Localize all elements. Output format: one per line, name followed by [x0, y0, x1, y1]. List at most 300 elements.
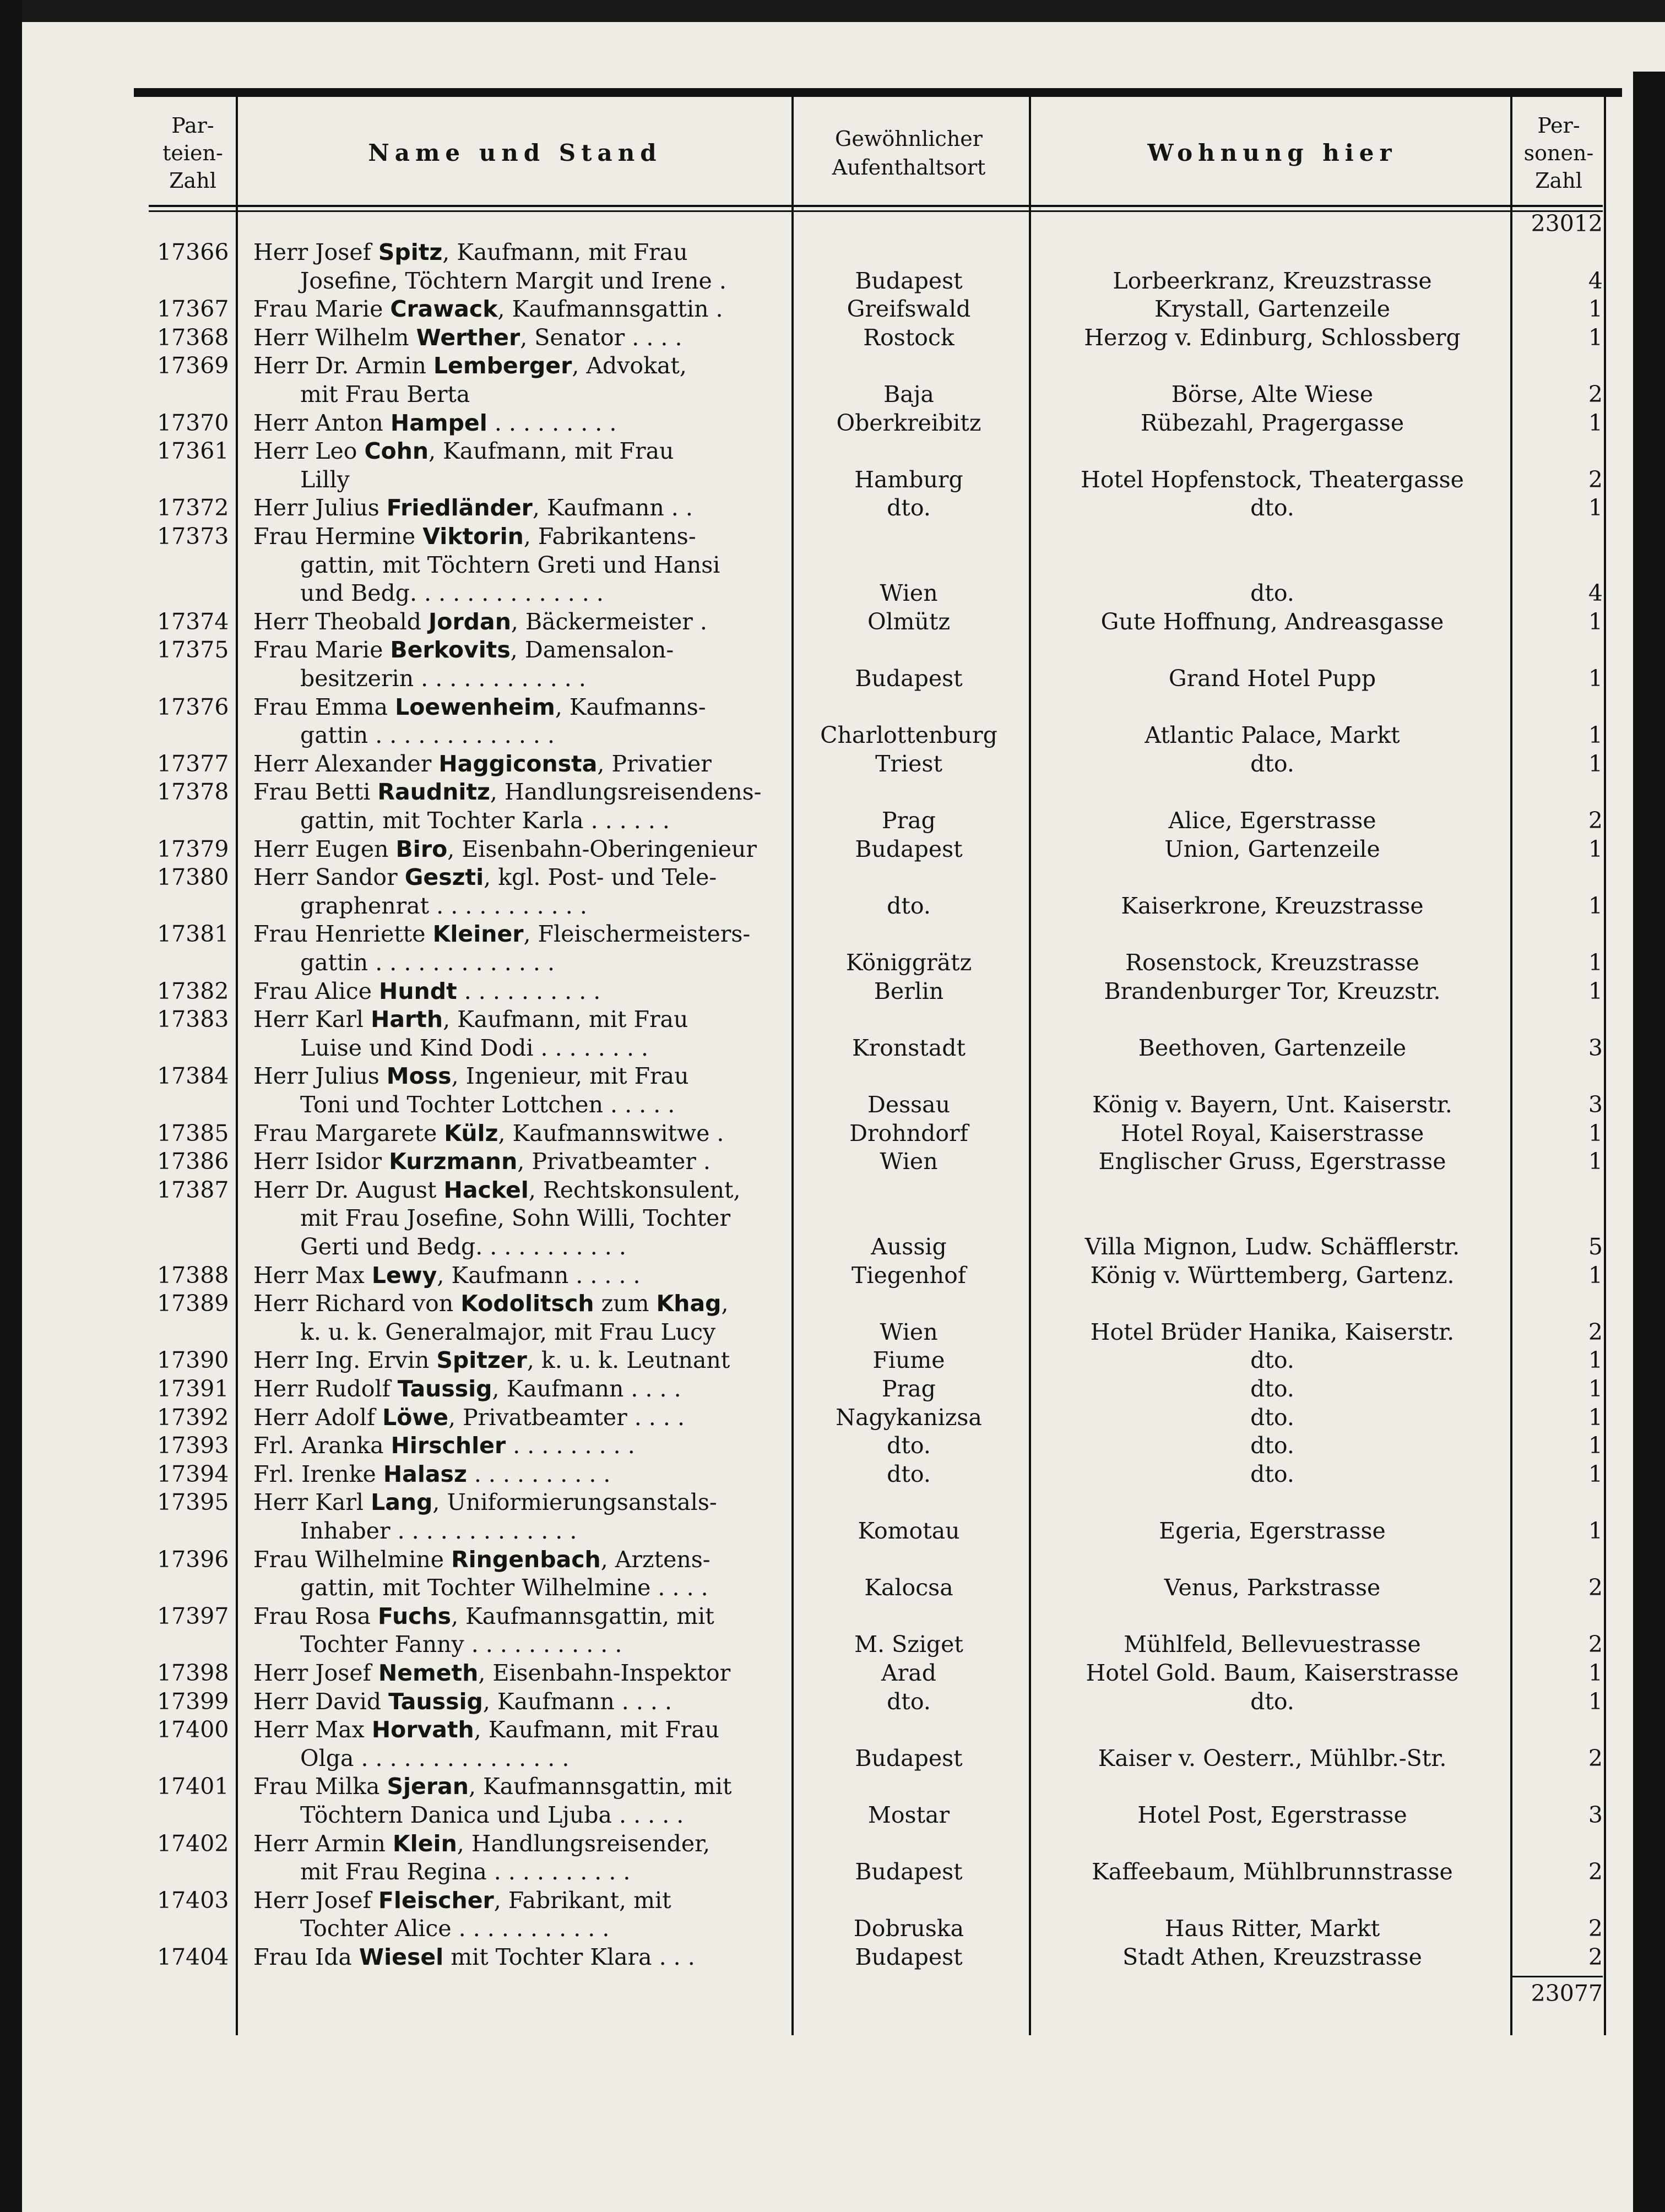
entry-number: 17397 [157, 1602, 229, 1629]
name-text: Herr Julius [253, 494, 387, 521]
name-text: , Kaufmannsgattin, mit [451, 1602, 714, 1629]
name-text: mit Frau Berta [300, 381, 470, 407]
entry-name-line [253, 579, 604, 607]
entry-name-line [253, 437, 674, 465]
entry-count: 1 [1588, 1404, 1603, 1431]
entry-count: 2 [1588, 466, 1603, 493]
entry-number: 17393 [157, 1432, 229, 1459]
entry-lodging: Englischer Gruss, Egerstrasse [1098, 1148, 1446, 1175]
name-text: , Eisenbahn-Oberingenieur [447, 835, 757, 862]
surname: Lewy [371, 1262, 437, 1289]
entry-name-line [253, 1147, 711, 1176]
entry-count: 2 [1588, 807, 1603, 834]
name-text: Frau Emma [253, 693, 395, 720]
name-text: , Kaufmann . . . . [492, 1376, 681, 1402]
entry-lodging: Alice, Egerstrasse [1168, 807, 1376, 834]
entry-number: 17386 [157, 1148, 229, 1175]
name-text: Herr Sandor [253, 864, 405, 891]
entry-number: 17402 [157, 1830, 229, 1857]
surname: Moss [386, 1063, 452, 1090]
name-text: , Damensalon- [510, 637, 674, 664]
entry-lodging: Stadt Athen, Kreuzstrasse [1122, 1944, 1422, 1970]
surname: Berkovits [390, 637, 511, 664]
name-text: , Privatbeamter . . . . [448, 1404, 685, 1431]
entry-count: 1 [1588, 1148, 1603, 1175]
entry-count: 2 [1588, 1858, 1603, 1885]
entry-name-line [253, 1176, 741, 1204]
name-text: k. u. k. Generalmajor, mit Frau Lucy [300, 1318, 716, 1345]
entry-count: 1 [1588, 1262, 1603, 1289]
entry-number: 17373 [157, 523, 229, 550]
name-text: Frl. Aranka [253, 1432, 391, 1459]
surname: Külz [444, 1119, 498, 1146]
entry-number: 17376 [157, 693, 229, 720]
entry-origin: Drohndorf [849, 1119, 968, 1146]
entry-lodging: Rosenstock, Kreuzstrasse [1125, 949, 1419, 976]
surname: Horvath [371, 1716, 474, 1743]
entry-number: 17404 [157, 1944, 229, 1970]
entry-name-line [253, 1261, 641, 1290]
entry-name-line [253, 892, 587, 920]
name-text: Inhaber . . . . . . . . . . . . . [300, 1518, 577, 1544]
surname: Fuchs [378, 1602, 452, 1629]
entry-lodging: Herzog v. Edinburg, Schlossberg [1084, 324, 1461, 351]
entry-origin: Dobruska [853, 1915, 964, 1942]
entry-origin: Budapest [855, 665, 963, 692]
entry-count: 1 [1588, 324, 1603, 351]
entry-name-line [253, 1488, 717, 1517]
entry-count: 2 [1588, 1944, 1603, 1970]
entry-name-line [253, 835, 757, 863]
name-text: gattin, mit Tochter Wilhelmine . . . . [300, 1574, 708, 1601]
entry-name-line [253, 1517, 577, 1545]
entry-name-line [253, 948, 555, 977]
entry-count: 3 [1588, 1091, 1603, 1118]
total-rule [1512, 1976, 1603, 1977]
name-text: Herr Dr. Armin [253, 352, 433, 379]
entry-origin: dto. [887, 1688, 931, 1715]
entry-number: 17388 [157, 1262, 229, 1289]
entry-origin: dto. [887, 494, 931, 521]
entry-name-line [253, 693, 706, 721]
entry-name-line [253, 409, 616, 437]
name-text: Gerti und Bedg. . . . . . . . . . . [300, 1233, 626, 1260]
entry-name-line [253, 1034, 648, 1062]
entry-count: 1 [1588, 296, 1603, 323]
entry-origin: Charlottenburg [820, 722, 997, 749]
name-text: Frau Marie [253, 296, 391, 323]
entry-lodging: dto. [1250, 750, 1294, 777]
entry-name-line [253, 749, 712, 778]
column-divider [236, 97, 238, 2035]
name-text: , [721, 1290, 729, 1317]
surname: Haggiconsta [438, 750, 598, 777]
entry-lodging: Kaiserkrone, Kreuzstrasse [1121, 892, 1424, 919]
entry-name-line [253, 920, 750, 948]
entry-number: 17398 [157, 1660, 229, 1686]
entry-count: 1 [1588, 1347, 1603, 1374]
entry-origin: Aussig [871, 1233, 947, 1260]
header-rule [149, 205, 1603, 207]
entry-origin: Greifswald [847, 296, 971, 323]
surname: Lemberger [433, 352, 572, 379]
entry-count: 1 [1588, 722, 1603, 749]
entry-lodging: Union, Gartenzeile [1164, 835, 1380, 862]
entry-count: 1 [1588, 409, 1603, 436]
entry-name-line [253, 1943, 695, 1971]
entry-count: 2 [1588, 1915, 1603, 1942]
name-text: Frau Milka [253, 1773, 387, 1800]
surname: Hirschler [391, 1432, 506, 1459]
entry-name-line [253, 1403, 685, 1432]
entry-name-line [253, 1374, 681, 1403]
name-text: , Fabrikantens- [523, 523, 696, 550]
name-text: Herr Leo [253, 438, 365, 465]
entry-name-line [253, 863, 717, 892]
entry-origin: Dessau [867, 1091, 951, 1118]
entry-origin: Oberkreibitz [836, 409, 981, 436]
name-text: Frau Ida [253, 1944, 359, 1970]
entry-count: 2 [1588, 1318, 1603, 1345]
entry-origin: M. Sziget [854, 1631, 963, 1658]
name-text: , Kaufmann, mit Frau [474, 1716, 720, 1743]
name-text: , Kaufmann, mit Frau [429, 438, 674, 465]
name-text: , Kaufmann . . . . [482, 1688, 672, 1715]
surname: Hundt [379, 977, 457, 1004]
name-text: graphenrat . . . . . . . . . . . [300, 892, 587, 919]
name-text: Herr Karl [253, 1489, 371, 1516]
entry-name-line [253, 1346, 730, 1374]
surname: Raudnitz [377, 779, 490, 806]
name-text: , Kaufmanns- [555, 693, 706, 720]
name-text: , kgl. Post- und Tele- [484, 864, 717, 891]
name-text: Frau Betti [253, 779, 378, 806]
name-text: Lilly [300, 466, 350, 493]
entry-number: 17399 [157, 1688, 229, 1715]
entry-number: 17394 [157, 1460, 229, 1487]
entry-lodging: Börse, Alte Wiese [1171, 381, 1374, 407]
entry-name-line [253, 1744, 569, 1773]
entry-number: 17381 [157, 921, 229, 948]
name-text: , Eisenbahn-Inspektor [478, 1660, 731, 1686]
name-text: mit Frau Josefine, Sohn Willi, Tochter [300, 1205, 731, 1232]
entry-number: 17378 [157, 779, 229, 806]
entry-name-line [253, 1715, 719, 1744]
entry-name-line [253, 1232, 626, 1261]
entry-lodging: König v. Bayern, Unt. Kaiserstr. [1092, 1091, 1452, 1118]
name-text: Tochter Alice . . . . . . . . . . . [300, 1915, 610, 1942]
surname: Klein [392, 1830, 457, 1857]
entry-count: 1 [1588, 665, 1603, 692]
name-text: gattin . . . . . . . . . . . . . [300, 949, 555, 976]
entry-count: 1 [1588, 1119, 1603, 1146]
surname: Spitzer [436, 1347, 527, 1374]
header-rule-double [149, 210, 1603, 212]
carry-out-total: 23077 [1531, 1980, 1603, 2007]
header-party-number: Par- teien- Zahl [162, 113, 223, 193]
name-text: gattin, mit Töchtern Greti und Hansi [300, 551, 720, 578]
entry-origin: Budapest [855, 1744, 963, 1771]
name-text: , Senator . . . . [520, 324, 682, 351]
surname: Crawack [390, 296, 498, 323]
name-text: , Handlungsreisender, [457, 1830, 711, 1857]
entry-number: 17401 [157, 1773, 229, 1800]
surname: Jordan [429, 608, 511, 635]
entry-count: 1 [1588, 1518, 1603, 1544]
entry-lodging: dto. [1250, 1404, 1294, 1431]
entry-count: 4 [1588, 267, 1603, 294]
entry-lodging: Hotel Brüder Hanika, Kaiserstr. [1090, 1318, 1455, 1345]
entry-number: 17382 [157, 977, 229, 1004]
entry-name-line [253, 267, 726, 295]
name-text: , Bäckermeister . [511, 608, 707, 635]
entry-name-line [253, 1659, 730, 1687]
entry-number: 17377 [157, 750, 229, 777]
entry-count: 2 [1588, 1574, 1603, 1601]
entry-name-line [253, 1886, 671, 1915]
entry-number: 17380 [157, 864, 229, 891]
entry-origin: Nagykanizsa [836, 1404, 982, 1431]
entry-origin: Kronstadt [852, 1034, 966, 1061]
entry-origin: Tiegenhof [852, 1262, 966, 1289]
entry-name-line [253, 238, 688, 267]
name-text: . . . . . . . . . . [467, 1460, 611, 1487]
entry-lodging: dto. [1250, 580, 1294, 607]
entry-lodging: dto. [1250, 1347, 1294, 1374]
entry-number: 17368 [157, 324, 229, 351]
entry-number: 17384 [157, 1063, 229, 1090]
entry-count: 1 [1588, 1376, 1603, 1402]
entry-number: 17387 [157, 1176, 229, 1203]
carry-in-total: 23012 [1531, 210, 1603, 237]
name-text: Töchtern Danica und Ljuba . . . . . [300, 1802, 684, 1828]
entry-name-line [253, 1914, 609, 1943]
entry-count: 1 [1588, 1660, 1603, 1686]
entry-lodging: Hotel Gold. Baum, Kaiserstrasse [1086, 1660, 1459, 1686]
entry-origin: Wien [880, 1318, 938, 1345]
name-text: . . . . . . . . . . [457, 977, 601, 1004]
name-text: Toni und Tochter Lottchen . . . . . [300, 1091, 675, 1118]
entry-name-line [253, 1687, 672, 1716]
name-text: Luise und Kind Dodi . . . . . . . . [300, 1034, 649, 1061]
entry-lodging: Kaffeebaum, Mühlbrunnstrasse [1092, 1858, 1453, 1885]
entry-lodging: Mühlfeld, Bellevuestrasse [1124, 1631, 1421, 1658]
name-text: Herr Ing. Ervin [253, 1347, 437, 1374]
entry-name-line [253, 1545, 711, 1574]
entry-number: 17379 [157, 835, 229, 862]
entry-lodging: Kaiser v. Oesterr., Mühlbr.-Str. [1098, 1744, 1447, 1771]
surname: Wiesel [359, 1944, 444, 1970]
column-divider [1029, 97, 1031, 2035]
name-text: , Uniformierungsanstals- [432, 1489, 717, 1516]
entry-origin: Budapest [855, 1944, 963, 1970]
entry-lodging: Lorbeerkranz, Kreuzstrasse [1113, 267, 1432, 294]
name-text: Frau Rosa [253, 1602, 378, 1629]
entry-origin: Olmütz [867, 608, 951, 635]
name-text: gattin . . . . . . . . . . . . . [300, 722, 555, 749]
entry-name-line [253, 1431, 635, 1460]
entry-name-line [253, 664, 586, 693]
entry-origin: Wien [880, 1148, 938, 1175]
name-text: Frau Hermine [253, 523, 423, 550]
entry-origin: Komotau [858, 1518, 960, 1544]
entry-lodging: dto. [1250, 494, 1294, 521]
entry-count: 1 [1588, 892, 1603, 919]
entry-count: 3 [1588, 1034, 1603, 1061]
scan-edge-left [0, 0, 22, 2212]
table-top-rule [134, 88, 1622, 97]
surname: Fleischer [378, 1887, 494, 1914]
entry-number: 17369 [157, 352, 229, 379]
entry-lodging: Beethoven, Gartenzeile [1138, 1034, 1407, 1061]
entry-count: 2 [1588, 1744, 1603, 1771]
entry-name-line [253, 1801, 684, 1829]
entry-name-line [253, 493, 693, 522]
entry-number: 17391 [157, 1376, 229, 1402]
name-text: zum [594, 1290, 657, 1317]
name-text: , Fleischermeisters- [523, 921, 751, 948]
entry-name-line [253, 295, 723, 323]
entry-origin: Budapest [855, 267, 963, 294]
name-text: Herr Josef [253, 1660, 378, 1686]
name-text: Herr Armin [253, 1830, 393, 1857]
entry-name-line [253, 351, 687, 380]
name-text: , Advokat, [572, 352, 687, 379]
name-text: , Kaufmann . . . . . [437, 1262, 641, 1289]
entry-count: 4 [1588, 580, 1603, 607]
name-text: Herr Wilhelm [253, 324, 416, 351]
column-divider [1510, 97, 1512, 2035]
name-text: Herr Alexander [253, 750, 439, 777]
name-text: Frau Marie [253, 637, 391, 664]
name-text: Herr Eugen [253, 835, 396, 862]
entry-name-line [253, 607, 707, 636]
entry-name-line [253, 635, 674, 664]
entry-name-line [253, 778, 762, 806]
name-text: , Handlungsreisendens- [490, 779, 762, 806]
entry-lodging: Hotel Post, Egerstrasse [1137, 1802, 1407, 1828]
entry-number: 17383 [157, 1006, 229, 1033]
entry-lodging: Venus, Parkstrasse [1164, 1574, 1381, 1601]
entry-origin: Baja [883, 381, 934, 407]
entry-name-line [253, 1772, 732, 1801]
entry-count: 1 [1588, 608, 1603, 635]
surname: Kleiner [432, 921, 524, 948]
entry-number: 17390 [157, 1347, 229, 1374]
surname: Cohn [364, 438, 429, 465]
name-text: Frau Henriette [253, 921, 433, 948]
name-text: Frau Alice [253, 977, 379, 1004]
entry-number: 17374 [157, 608, 229, 635]
surname: Viktorin [422, 523, 524, 550]
entry-name-line [253, 1630, 622, 1659]
entry-lodging: Haus Ritter, Markt [1164, 1915, 1380, 1942]
entry-number: 17400 [157, 1716, 229, 1743]
entry-lodging: Atlantic Palace, Markt [1145, 722, 1400, 749]
header-name-and-status: Name und Stand [368, 139, 662, 166]
surname: Ringenbach [451, 1546, 601, 1573]
entry-origin: Berlin [874, 977, 944, 1004]
entry-lodging: dto. [1250, 1460, 1294, 1487]
entry-name-line [253, 1829, 710, 1858]
entry-origin: Königgrätz [845, 949, 972, 976]
name-text: , Kaufmannsgattin, mit [468, 1773, 732, 1800]
entry-count: 1 [1588, 750, 1603, 777]
name-text: , k. u. k. Leutnant [527, 1347, 730, 1374]
name-text: , Kaufmann, mit Frau [443, 1006, 688, 1033]
entry-name-line [253, 1005, 688, 1034]
entry-origin: Wien [880, 580, 938, 607]
entry-origin: Rostock [863, 324, 954, 351]
name-text: Herr Theobald [253, 608, 429, 635]
entry-lodging: Brandenburger Tor, Kreuzstr. [1104, 977, 1441, 1004]
entry-count: 1 [1588, 835, 1603, 862]
entry-number: 17367 [157, 296, 229, 323]
entry-name-line [253, 1119, 724, 1148]
entry-origin: Budapest [855, 835, 963, 862]
entry-lodging: Gute Hoffnung, Andreasgasse [1100, 608, 1444, 635]
entry-lodging: Rübezahl, Pragergasse [1140, 409, 1404, 436]
name-text: und Bedg. . . . . . . . . . . . . . [300, 580, 604, 607]
entry-count: 1 [1588, 1688, 1603, 1715]
name-text: , Ingenieur, mit Frau [451, 1063, 689, 1090]
name-text: , Kaufmann, mit Frau [442, 239, 688, 265]
surname: Taussig [388, 1688, 483, 1715]
name-text: besitzerin . . . . . . . . . . . . [300, 665, 586, 692]
surname: Kurzmann [389, 1148, 518, 1175]
entry-count: 1 [1588, 1432, 1603, 1459]
entry-number: 17375 [157, 637, 229, 664]
name-text: . . . . . . . . . [487, 409, 617, 436]
entry-origin: Prag [882, 807, 936, 834]
entry-name-line [253, 721, 555, 749]
surname: Werther [416, 324, 520, 351]
surname: Harth [371, 1006, 443, 1033]
entry-origin: Budapest [855, 1858, 963, 1885]
name-text: Frau Margarete [253, 1119, 444, 1146]
entry-number: 17389 [157, 1290, 229, 1317]
entry-name-line [253, 806, 670, 835]
surname: Geszti [404, 864, 484, 891]
name-text: , Arztens- [600, 1546, 711, 1573]
entry-number: 17372 [157, 494, 229, 521]
entry-count: 1 [1588, 977, 1603, 1004]
entry-origin: dto. [887, 892, 931, 919]
entry-name-line [253, 1857, 630, 1886]
entry-lodging: dto. [1250, 1376, 1294, 1402]
surname: Biro [395, 835, 448, 862]
entry-name-line [253, 522, 696, 551]
entry-name-line [253, 1460, 610, 1488]
entry-origin: Prag [882, 1376, 936, 1402]
surname: Nemeth [378, 1660, 479, 1686]
entry-count: 2 [1588, 381, 1603, 407]
name-text: Frl. Irenke [253, 1460, 383, 1487]
entry-origin: Hamburg [854, 466, 963, 493]
name-text: Herr David [253, 1688, 389, 1715]
entry-number: 17366 [157, 239, 229, 265]
name-text: , Privatbeamter . [517, 1148, 711, 1175]
entry-origin: Triest [875, 750, 942, 777]
entry-lodging: Villa Mignon, Ludw. Schäfflerstr. [1084, 1233, 1460, 1260]
entry-origin: Arad [881, 1660, 936, 1686]
surname: Spitz [378, 239, 443, 265]
entry-lodging: König v. Württemberg, Gartenz. [1090, 1262, 1455, 1289]
surname: Löwe [382, 1404, 449, 1431]
name-text: , Privatier [597, 750, 712, 777]
name-text: Tochter Fanny . . . . . . . . . . . [300, 1631, 622, 1658]
name-text: Olga . . . . . . . . . . . . . . . [300, 1744, 570, 1771]
